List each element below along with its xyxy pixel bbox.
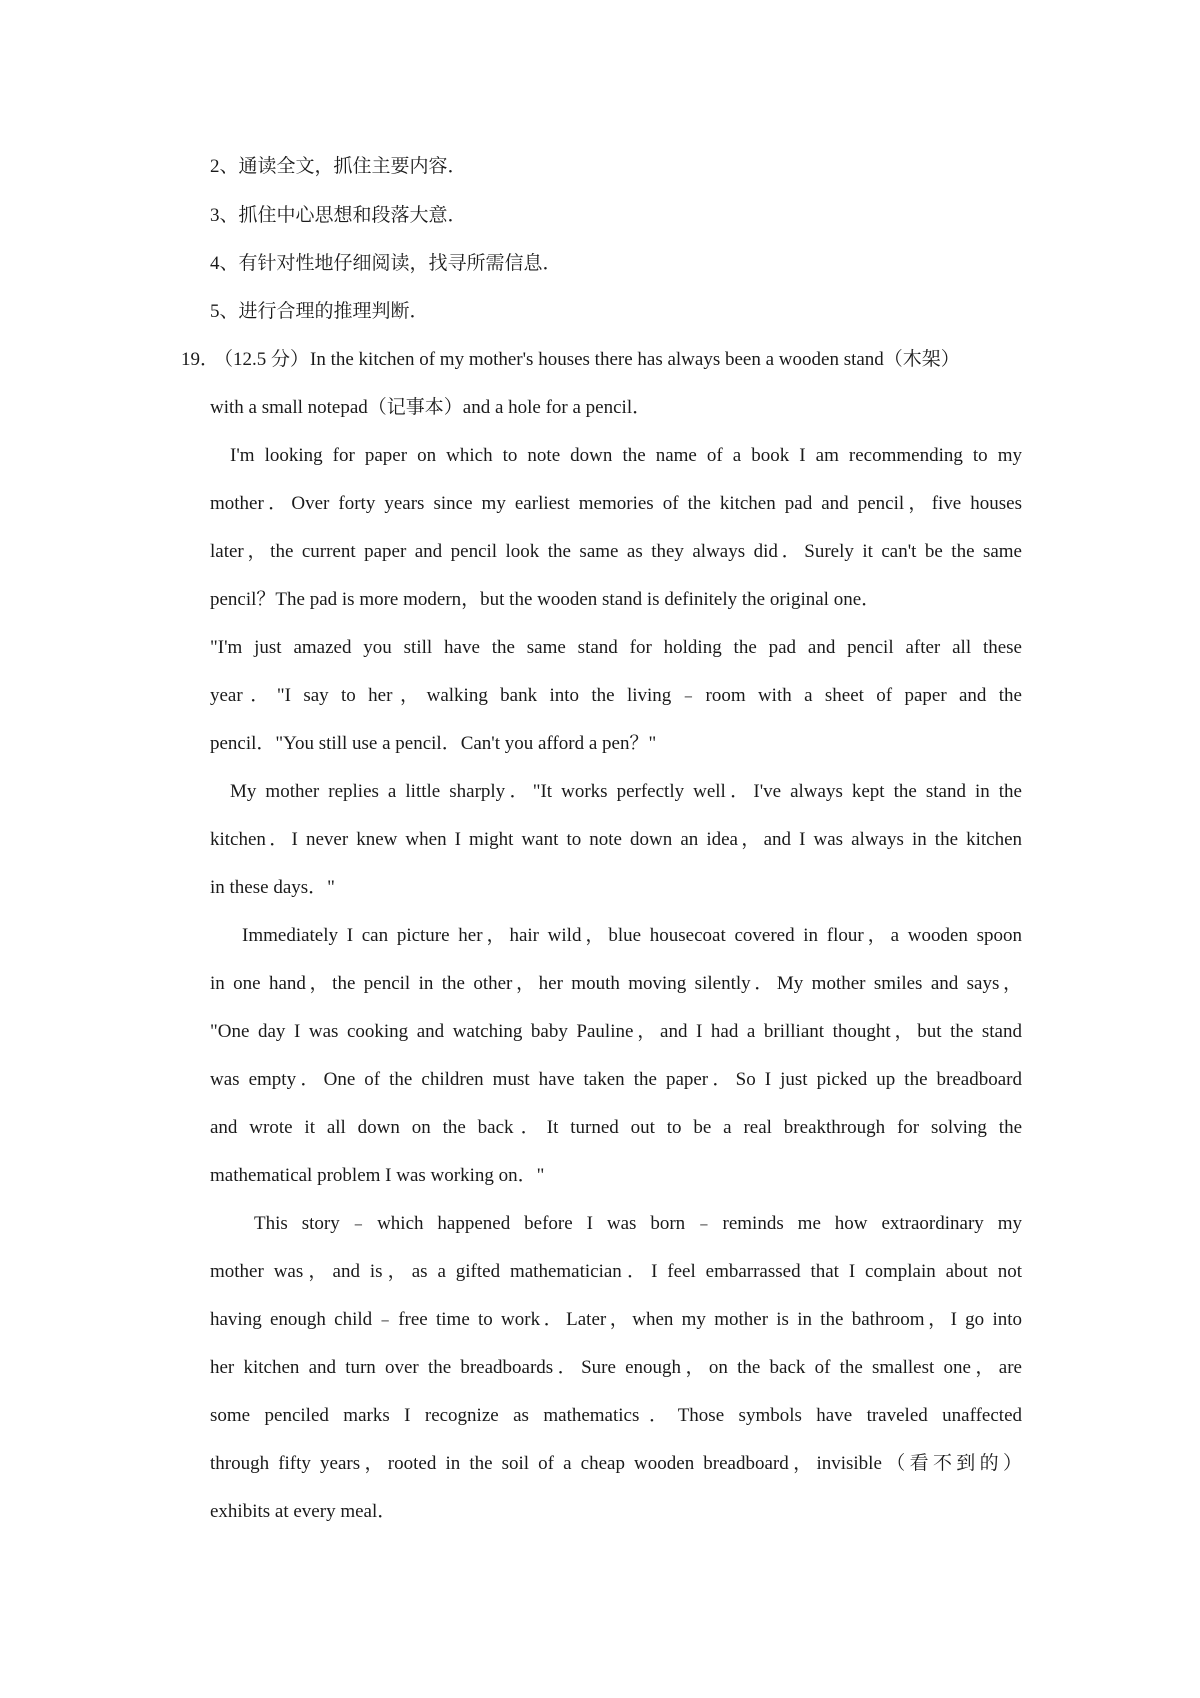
question-score: （12.5 分） — [214, 349, 310, 370]
passage-line: year．"I say to her，walking bank into the living﹣room with a sheet of paper and the — [210, 685, 1022, 706]
passage-line: In the kitchen of my mother's houses there has always been a wooden stand（木架） — [310, 349, 960, 370]
passage-line: My mother replies a little sharply．"It works perfectly well．I've always kept the stand in the — [230, 781, 1022, 802]
passage-line: her kitchen and turn over the breadboards．Sure enough，on the back of the smallest one，are — [210, 1357, 1022, 1378]
tip-item: 3、抓住中心思想和段落大意． — [210, 205, 467, 226]
passage-line: later，the current paper and pencil look the same as they always did．Surely it can't be the same — [210, 541, 1022, 562]
passage-line: This story﹣which happened before I was born﹣reminds me how extraordinary my — [254, 1213, 1022, 1234]
passage-line: pencil？The pad is more modern，but the wooden stand is definitely the original one． — [210, 589, 881, 610]
passage-line: in these days．" — [210, 877, 335, 898]
passage-line: having enough child﹣free time to work．Later，when my mother is in the bathroom，I go into — [210, 1309, 1022, 1330]
passage-line: mathematical problem I was working on．" — [210, 1165, 545, 1186]
question-number: 19． — [181, 349, 220, 370]
passage-line: through fifty years，rooted in the soil of a cheap wooden breadboard，invisible（看不到的） — [210, 1453, 1022, 1474]
passage-line: "One day I was cooking and watching baby Pauline，and I had a brilliant thought，but the stand — [210, 1021, 1022, 1042]
passage-line: Immediately I can picture her，hair wild，blue housecoat covered in flour，a wooden spoon — [242, 925, 1022, 946]
passage-line: and wrote it all down on the back．It turned out to be a real breakthrough for solving the — [210, 1117, 1022, 1138]
tip-item: 4、有针对性地仔细阅读，找寻所需信息． — [210, 253, 562, 274]
passage-line: was empty．One of the children must have taken the paper．So I just picked up the breadboard — [210, 1069, 1022, 1090]
passage-line: in one hand，the pencil in the other，her mouth moving silently．My mother smiles and says， — [210, 973, 1022, 994]
passage-line: some penciled marks I recognize as mathematics．Those symbols have traveled unaffected — [210, 1405, 1022, 1426]
passage-line: with a small notepad（记事本）and a hole for a pencil． — [210, 397, 652, 418]
passage-line: mother．Over forty years since my earliest memories of the kitchen pad and pencil，five houses — [210, 493, 1022, 514]
tip-item: 2、通读全文，抓住主要内容． — [210, 156, 467, 177]
passage-line: mother was，and is，as a gifted mathematician．I feel embarrassed that I complain about not — [210, 1261, 1022, 1282]
passage-line: kitchen．I never knew when I might want to note down an idea，and I was always in the kitchen — [210, 829, 1022, 850]
tip-item: 5、进行合理的推理判断． — [210, 301, 429, 322]
passage-line: I'm looking for paper on which to note down the name of a book I am recommending to my — [230, 445, 1022, 466]
passage-line: exhibits at every meal． — [210, 1501, 397, 1522]
passage-line: pencil．"You still use a pencil．Can't you afford a pen？" — [210, 733, 657, 754]
passage-line: "I'm just amazed you still have the same stand for holding the pad and pencil after all these — [210, 637, 1022, 658]
